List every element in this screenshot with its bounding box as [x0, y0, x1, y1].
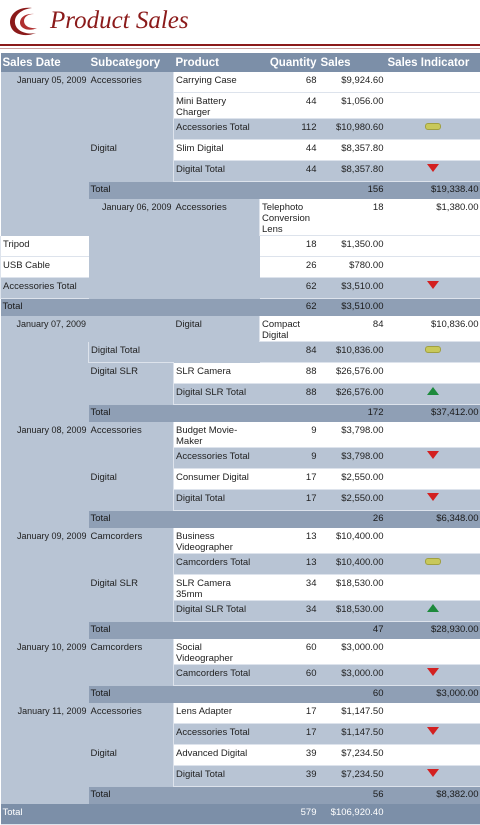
sales-indicator-cell	[386, 93, 480, 119]
product-cell: Budget Movie-Maker	[174, 422, 260, 448]
date-total-sales: $6,348.00	[386, 511, 480, 529]
quantity-cell: 39	[260, 745, 319, 766]
sales-indicator-cell	[386, 745, 480, 766]
quantity-cell: 26	[260, 257, 319, 278]
quantity-cell: 39	[260, 766, 319, 787]
sales-indicator-cell	[386, 639, 480, 665]
sales-cell: $10,836.00	[386, 316, 480, 342]
product-cell: SLR Camera	[174, 363, 260, 384]
date-total-label: Total	[89, 787, 260, 805]
sales-indicator-cell	[386, 236, 480, 257]
sales-date-cell: January 07, 2009	[1, 316, 89, 422]
sales-cell: $1,350.00	[319, 236, 386, 257]
date-total-quantity: 26	[319, 511, 386, 529]
date-total-sales: $19,338.40	[386, 182, 480, 200]
sales-cell: $8,357.80	[319, 161, 386, 182]
date-total-indicator	[386, 299, 480, 317]
date-total-product	[260, 182, 319, 200]
subtotal-label: Camcorders Total	[174, 665, 260, 686]
subcategory-cell: Camcorders	[89, 639, 174, 686]
sales-indicator-cell	[386, 72, 480, 93]
sales-indicator-cell	[386, 278, 480, 299]
date-total-quantity: 47	[319, 622, 386, 640]
sales-cell: $3,798.00	[319, 422, 386, 448]
sales-indicator-cell	[386, 469, 480, 490]
sales-indicator-cell	[386, 575, 480, 601]
quantity-cell: 18	[319, 199, 386, 236]
table-row	[1, 703, 480, 724]
date-total-sales: $3,000.00	[386, 686, 480, 704]
date-total-quantity: 156	[319, 182, 386, 200]
quantity-cell: 88	[260, 384, 319, 405]
quantity-cell: 44	[260, 161, 319, 182]
sales-date-cell: January 09, 2009	[1, 528, 89, 639]
date-total-quantity: 60	[319, 686, 386, 704]
product-cell: Consumer Digital	[174, 469, 260, 490]
sales-indicator-cell	[386, 140, 480, 161]
sales-indicator-cell	[386, 384, 480, 405]
sales-cell: $10,400.00	[319, 528, 386, 554]
subcategory-cell: Accessories	[89, 703, 174, 745]
subtotal-label: Accessories Total	[174, 724, 260, 745]
header-divider-thin	[0, 48, 480, 49]
product-cell: USB Cable	[1, 257, 89, 278]
product-cell: Advanced Digital	[174, 745, 260, 766]
date-total-label: Total	[89, 622, 260, 640]
quantity-cell: 17	[260, 469, 319, 490]
product-cell: Social Videographer	[174, 639, 260, 665]
sales-cell: $1,147.50	[319, 724, 386, 745]
col-header-sales-indicator[interactable]: Sales Indicator	[386, 53, 480, 72]
quantity-cell: 9	[260, 422, 319, 448]
up-arrow-icon	[427, 387, 439, 395]
subtotal-label: Camcorders Total	[174, 554, 260, 575]
grand-total-row	[1, 804, 480, 825]
col-header-product[interactable]: Product	[174, 53, 260, 72]
quantity-cell: 68	[260, 72, 319, 93]
sales-indicator-cell	[386, 766, 480, 787]
subtotal-label: Accessories Total	[174, 119, 260, 140]
page-title: Product Sales	[50, 7, 189, 35]
subtotal-label: Digital SLR Total	[174, 384, 260, 405]
quantity-cell: 13	[260, 528, 319, 554]
down-arrow-icon	[427, 668, 439, 676]
sales-indicator-cell	[386, 363, 480, 384]
date-total-quantity: 56	[319, 787, 386, 805]
product-cell: Tripod	[1, 236, 89, 257]
quantity-cell: 9	[260, 448, 319, 469]
header-divider	[0, 44, 480, 46]
date-total-label: Total	[89, 182, 260, 200]
subcategory-cell: Accessories	[89, 72, 174, 140]
sales-cell: $18,530.00	[319, 575, 386, 601]
sales-cell: $3,000.00	[319, 639, 386, 665]
subcategory-cell: Digital	[89, 469, 174, 511]
sales-cell: $7,234.50	[319, 766, 386, 787]
table-row	[1, 639, 480, 665]
quantity-cell: 13	[260, 554, 319, 575]
date-total-sales: $3,510.00	[319, 299, 386, 317]
subtotal-label: Digital Total	[174, 161, 260, 182]
sales-cell: $10,980.60	[319, 119, 386, 140]
date-total-quantity: 172	[319, 405, 386, 423]
subtotal-label: Digital SLR Total	[174, 601, 260, 622]
date-total-product	[260, 686, 319, 704]
sales-cell: $1,380.00	[386, 199, 480, 236]
date-total-label: Total	[89, 686, 260, 704]
sales-indicator-cell	[386, 601, 480, 622]
subtotal-label: Accessories Total	[174, 448, 260, 469]
sales-indicator-cell	[386, 665, 480, 686]
product-cell: Compact Digital	[260, 316, 319, 342]
sales-indicator-cell	[386, 119, 480, 140]
sales-date-cell: January 08, 2009	[1, 422, 89, 528]
quantity-cell: 112	[260, 119, 319, 140]
date-total-product	[260, 511, 319, 529]
sales-cell: $26,576.00	[319, 363, 386, 384]
sales-cell: $9,924.60	[319, 72, 386, 93]
quantity-cell: 44	[260, 93, 319, 119]
sales-date-cell: January 06, 2009	[89, 199, 174, 342]
subcategory-cell: Accessories	[89, 422, 174, 469]
quantity-cell: 34	[260, 601, 319, 622]
sales-indicator-cell	[386, 554, 480, 575]
quantity-cell: 60	[260, 665, 319, 686]
sales-cell: $10,836.00	[319, 342, 386, 363]
down-arrow-icon	[427, 281, 439, 289]
product-cell: SLR Camera 35mm	[174, 575, 260, 601]
col-header-quantity[interactable]: Quantity	[260, 53, 319, 72]
sales-cell: $8,357.80	[319, 140, 386, 161]
sales-date-cell: January 05, 2009	[1, 72, 89, 236]
sales-table	[0, 53, 480, 825]
quantity-cell: 17	[260, 490, 319, 511]
sales-cell: $7,234.50	[319, 745, 386, 766]
date-total-product	[260, 405, 319, 423]
subcategory-cell: Digital	[174, 316, 260, 363]
date-total-sales: $8,382.00	[386, 787, 480, 805]
sales-indicator-cell	[386, 703, 480, 724]
date-total-product	[260, 622, 319, 640]
down-arrow-icon	[427, 769, 439, 777]
sales-cell: $1,147.50	[319, 703, 386, 724]
sales-indicator-cell	[386, 448, 480, 469]
sales-indicator-cell	[386, 422, 480, 448]
sales-cell: $3,510.00	[319, 278, 386, 299]
subcategory-cell: Digital SLR	[89, 575, 174, 622]
product-cell: Mini Battery Charger	[174, 93, 260, 119]
subtotal-label: Digital Total	[174, 766, 260, 787]
sales-cell: $3,798.00	[319, 448, 386, 469]
grand-total-quantity: 579	[260, 804, 319, 825]
grand-total-indicator	[386, 804, 480, 825]
date-total-label: Total	[89, 405, 260, 423]
product-cell: Slim Digital	[174, 140, 260, 161]
down-arrow-icon	[427, 164, 439, 172]
subtotal-label: Digital Total	[89, 342, 174, 363]
table-row	[1, 316, 480, 342]
down-arrow-icon	[427, 451, 439, 459]
product-cell: Lens Adapter	[174, 703, 260, 724]
sales-cell: $780.00	[319, 257, 386, 278]
subcategory-cell: Digital	[89, 140, 174, 182]
quantity-cell: 60	[260, 639, 319, 665]
company-logo-icon	[2, 5, 42, 39]
subcategory-cell: Camcorders	[89, 528, 174, 575]
down-arrow-icon	[427, 493, 439, 501]
sales-cell: $26,576.00	[319, 384, 386, 405]
sales-indicator-cell	[386, 161, 480, 182]
sales-indicator-cell	[386, 490, 480, 511]
quantity-cell: 17	[260, 724, 319, 745]
date-total-label: Total	[1, 299, 174, 317]
up-arrow-icon	[427, 604, 439, 612]
neutral-indicator-icon	[425, 558, 441, 565]
sales-indicator-cell	[386, 342, 480, 363]
table-row	[1, 422, 480, 448]
date-total-product	[174, 299, 260, 317]
table-row	[1, 528, 480, 554]
quantity-cell: 88	[260, 363, 319, 384]
sales-cell: $10,400.00	[319, 554, 386, 575]
product-cell: Telephoto Conversion Lens	[260, 199, 319, 236]
table-header-row	[1, 53, 480, 72]
date-total-sales: $37,412.00	[386, 405, 480, 423]
neutral-indicator-icon	[425, 123, 441, 130]
grand-total-sales: $106,920.40	[319, 804, 386, 825]
subtotal-label: Accessories Total	[1, 278, 89, 299]
sales-cell: $2,550.00	[319, 490, 386, 511]
quantity-cell: 84	[260, 342, 319, 363]
quantity-cell: 44	[260, 140, 319, 161]
neutral-indicator-icon	[425, 346, 441, 353]
sales-cell: $2,550.00	[319, 469, 386, 490]
col-header-sales[interactable]: Sales	[319, 53, 386, 72]
sales-date-cell: January 10, 2009	[1, 639, 89, 703]
date-total-sales: $28,930.00	[386, 622, 480, 640]
sales-cell: $3,000.00	[319, 665, 386, 686]
date-total-row	[1, 299, 480, 317]
grand-total-label: Total	[1, 804, 260, 825]
sales-cell: $18,530.00	[319, 601, 386, 622]
quantity-cell: 18	[260, 236, 319, 257]
sales-indicator-cell	[386, 528, 480, 554]
subcategory-cell: Digital SLR	[89, 363, 174, 405]
sales-date-cell: January 11, 2009	[1, 703, 89, 804]
sales-indicator-cell	[386, 724, 480, 745]
product-cell: Carrying Case	[174, 72, 260, 93]
subcategory-cell: Accessories	[174, 199, 260, 299]
down-arrow-icon	[427, 727, 439, 735]
quantity-cell: 34	[260, 575, 319, 601]
quantity-cell: 17	[260, 703, 319, 724]
sales-indicator-cell	[386, 257, 480, 278]
table-row	[1, 72, 480, 93]
report-header	[0, 0, 480, 44]
quantity-cell: 62	[260, 278, 319, 299]
col-header-sales-date[interactable]: Sales Date	[1, 53, 89, 72]
subcategory-cell: Digital	[89, 745, 174, 787]
date-total-product	[260, 787, 319, 805]
col-header-subcategory[interactable]: Subcategory	[89, 53, 174, 72]
sales-cell: $1,056.00	[319, 93, 386, 119]
date-total-quantity: 62	[260, 299, 319, 317]
subtotal-label: Digital Total	[174, 490, 260, 511]
date-total-label: Total	[89, 511, 260, 529]
quantity-cell: 84	[319, 316, 386, 342]
product-cell: Business Videographer	[174, 528, 260, 554]
